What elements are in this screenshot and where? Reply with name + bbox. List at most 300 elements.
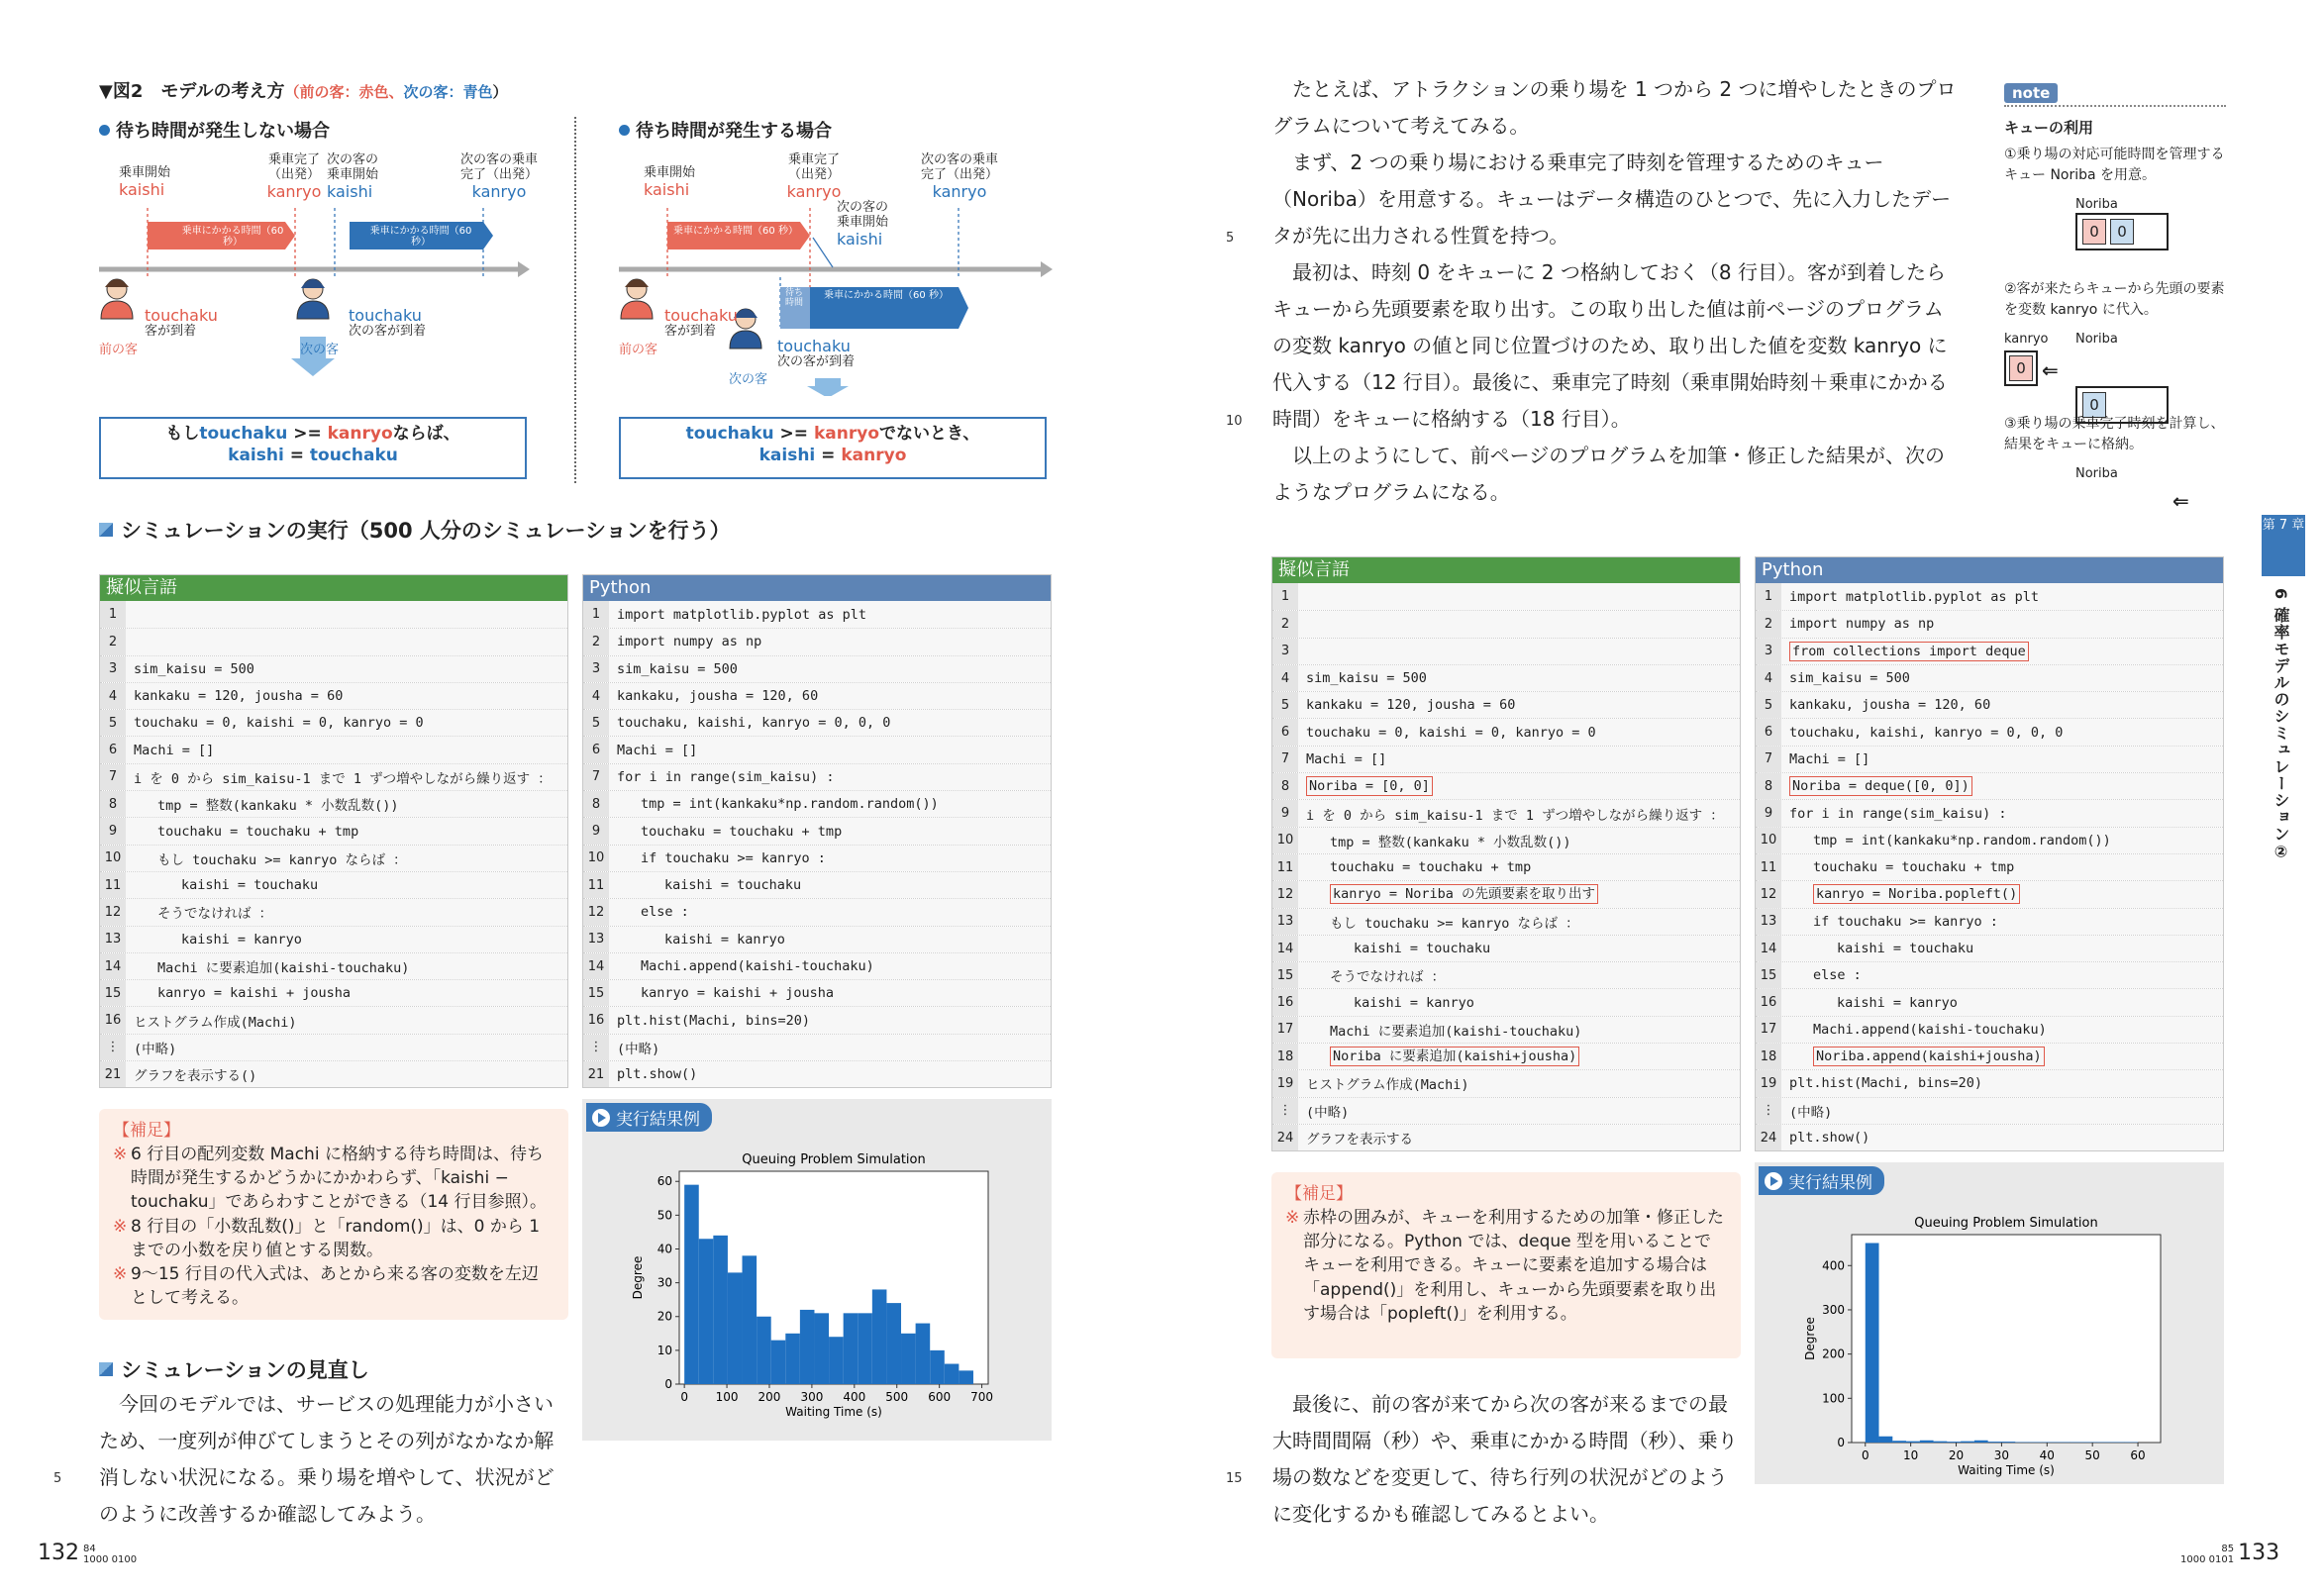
code-text: kaishi = touchaku [181,877,319,894]
code-line [1756,1097,2223,1124]
line-marker: 5 [1226,231,1235,246]
code-text: グラフを表示する [1306,1132,1413,1148]
line-number: ⋮ [583,1035,609,1060]
code-text: touchaku = touchaku + tmp [157,823,359,840]
x-tick-label: 20 [1948,1448,1965,1462]
code-line [100,790,567,817]
left-page-number: 132 84 1000 0100 [38,1541,138,1565]
line-marker: 15 [1226,1471,1243,1486]
histogram-right [1755,1195,2224,1482]
line-number: 8 [583,791,609,817]
code-text: グラフを表示する() [134,1068,257,1085]
note-step: ①乗り場の対応可能時間を管理するキュー Noriba を用意。 [2004,147,2225,183]
right-intro-paragraphs [1272,71,1960,511]
note-sidebar-header [2004,83,2226,107]
histogram-bar [1961,1442,1974,1443]
line-number: 16 [583,1007,609,1033]
code-line [1272,880,1740,907]
code-text: kaishi = touchaku [664,877,802,894]
code-text: i を 0 から sim_kaisu-1 まで 1 ずつ増やしながら繰り返す ： [1306,807,1724,824]
code-text: kaishi = touchaku [1837,941,1974,956]
pseudo-code-header: 擬似言語 [100,575,567,601]
code-line [1272,853,1740,880]
line-number: 19 [1756,1070,1781,1096]
histogram-bar [699,1239,714,1384]
x-tick-label: 700 [970,1390,994,1404]
code-text: (中略) [1789,1104,1833,1121]
code-line [100,655,567,682]
code-line [1756,1069,2223,1096]
y-tick-label: 100 [1822,1391,1845,1406]
x-tick-label: 600 [928,1390,952,1404]
line-marker: 10 [1226,414,1243,429]
plot-area [1852,1235,2161,1443]
code-text: for i in range(sim_kaisu) : [1789,805,2007,822]
line-number: 6 [100,737,126,762]
line-number: 18 [1272,1044,1298,1069]
code-text: kaishi = touchaku [1354,941,1491,956]
note-item: 6 行目の配列変数 Machi に格納する待ち時間は、待ち時間が発生するかどうかにかかわらず、「kaishi − touchaku」であらわすことができる（14 行目参照）。 [131,1145,548,1213]
code-line [1272,610,1740,637]
code-text: Noriba.append(kaishi+jousha) [1813,1047,2045,1066]
y-tick-label: 0 [664,1377,672,1391]
case1-next-kanryo-label: 次の客の乗車完了（出発） kanryo [459,152,538,201]
chapter-side-title: 6 確率モデルのシミュレーション② [2272,588,2290,862]
code-text: Machi = [] [1789,750,1870,767]
histogram-bar [829,1337,844,1384]
code-line [583,817,1051,844]
line-number: 4 [1756,665,1781,691]
line-number: 1 [1756,583,1781,610]
histogram-bar [785,1334,800,1384]
line-number: 10 [583,846,609,871]
case2-prev-label: 前の客 [619,343,658,357]
right-page-number: 85 1000 0101 133 [2180,1541,2280,1565]
pseudo-code-header: 擬似言語 [1272,557,1740,583]
histogram-bar [1906,1442,1920,1443]
x-tick-label: 0 [680,1390,688,1404]
case2-next-kaishi-label: 次の客の乗車開始 kaishi [837,200,889,249]
line-number: 12 [1272,881,1298,907]
line-number: 7 [100,764,126,790]
queue-label: Noriba [2075,332,2118,347]
line-number: 15 [583,980,609,1006]
line-number: 16 [1756,989,1781,1015]
line-number: 5 [100,710,126,736]
code-line [1272,799,1740,826]
case1-condition-box: もしtouchaku >= kanryoならば、 kaishi = touchaku [99,417,527,479]
line-number: 6 [1272,719,1298,745]
queue-label: Noriba [2075,466,2118,481]
code-text: (中略) [134,1041,177,1057]
closing-paragraph: 最後に、前の客が来てから次の客が来るまでの最大時間間隔（秒）や、乗車にかかる時間（秒）、乗り場の数などを変更して、待ち行列の状況がどのように変化するかも確認してみるとよい。 [1272,1392,1738,1526]
code-line [583,790,1051,817]
case1-prev-label: 前の客 [99,343,139,357]
code-line [100,709,567,736]
line-number: 9 [1272,800,1298,826]
case-divider [574,117,576,483]
arrow-left-icon: ⇐ [2172,489,2189,513]
note-title: 【補足】 [1285,1184,1353,1204]
code-text: kaishi = kanryo [181,931,302,948]
kanryo-variable-box: 0 [2004,350,2038,386]
line-number: 2 [100,629,126,654]
histogram-bar [1974,1441,1988,1443]
x-tick-label: 300 [800,1390,824,1404]
code-text: tmp = 整数(kankaku * 小数乱数()) [157,798,399,815]
code-line [100,871,567,898]
code-text: touchaku, kaishi, kanryo = 0, 0, 0 [617,715,891,732]
bullet-dot-icon [619,125,630,136]
code-text: Machi に要素追加(kaishi-touchaku) [1330,1023,1582,1040]
code-text: そうでなければ ： [157,906,273,923]
line-number: 13 [583,927,609,952]
code-line [1272,908,1740,935]
code-text: Noriba = deque([0, 0]) [1789,776,1972,796]
queue-state-2: 0 [2075,386,2169,424]
code-line [100,898,567,925]
histogram-bar [771,1341,786,1384]
case1-bar1-label: 乗車にかかる時間（60 秒） [181,226,284,248]
line-number: 8 [1756,773,1781,799]
line-number: 19 [1272,1070,1298,1096]
code-text: ヒストグラム作成(Machi) [1306,1077,1469,1094]
code-line [1756,746,2223,772]
x-tick-label: 200 [758,1390,781,1404]
next-customer-icon [297,279,329,319]
histogram-bar [757,1317,771,1384]
case2-bar2-label: 乗車にかかる時間（60 秒） [824,290,949,301]
line-number: 1 [583,601,609,628]
line-number: 7 [1272,747,1298,772]
y-tick-label: 400 [1822,1258,1845,1273]
pseudo-code-right [1271,556,1741,1151]
code-text: i を 0 から sim_kaisu-1 まで 1 ずつ増やしながら繰り返す ： [134,770,552,787]
line-number: 4 [583,683,609,709]
code-text: Machi.append(kaishi-touchaku) [641,958,874,974]
code-line [1272,638,1740,664]
code-text: for i in range(sim_kaisu) : [617,768,835,785]
code-line [100,979,567,1006]
line-number: 3 [1756,639,1781,664]
case2-prev-arrival: touchaku 客が到着 [664,306,738,339]
play-icon [592,1109,610,1127]
line-number: 11 [100,872,126,898]
code-text: もし touchaku >= kanryo ならば ： [157,851,407,868]
histogram-bar [1866,1243,1879,1443]
code-line [1272,772,1740,799]
case2-kaishi-label: 乗車開始 kaishi [644,165,696,199]
note-heading: キューの利用 [2004,119,2094,137]
histogram-bar [728,1272,743,1384]
code-text: plt.show() [617,1066,698,1083]
line-number: ⋮ [1272,1098,1298,1124]
x-axis-label: Waiting Time (s) [1958,1463,2055,1477]
code-text: sim_kaisu = 500 [1789,670,1910,687]
code-line [1756,691,2223,718]
case2-next-arrival: touchaku 次の客が到着 [777,337,856,369]
y-tick-label: 300 [1822,1302,1845,1317]
histogram-bar [858,1313,872,1384]
code-text: touchaku = 0, kaishi = 0, kanryo = 0 [134,715,424,732]
timeline-arrowhead-icon [518,261,530,277]
histogram-bar [814,1313,829,1384]
code-text: kaishi = kanryo [1354,994,1474,1011]
histogram-bar [800,1310,815,1384]
y-tick-label: 10 [656,1343,672,1357]
histogram-bar [916,1324,931,1384]
line-number: 5 [583,710,609,736]
play-icon [1765,1172,1782,1190]
line-number: 14 [1272,936,1298,961]
x-axis-label: Waiting Time (s) [785,1405,882,1419]
python-code-header: Python [583,575,1051,601]
code-line [1272,1016,1740,1043]
left-note-box: 【補足】 ※ 6 行目の配列変数 Machi に格納する待ち時間は、待ち時間が発生するかどうかにかかわらず、「kaishi − touchaku」であらわすことができる（14 行目参照）。 ※ 8 行目の「小数乱数()」と「random()」は、0 から 1 までの小数を戻り値とする関数。 ※ 9〜15 行目の代入式は、あとから来る客の変数を左辺として考える。 [99,1109,568,1320]
code-text: Machi に要素追加(kaishi-touchaku) [157,960,410,976]
code-text: import numpy as np [617,634,762,650]
code-text: touchaku = touchaku + tmp [1813,859,2015,876]
case1-next-label: 次の客 [300,343,340,357]
line-number: 9 [583,818,609,844]
code-line [1756,583,2223,610]
paragraph: 最初は、時刻 0 をキューに 2 つ格納しておく（8 行目）。客が到着したらキューから先頭要素を取り出す。この取り出した値は前ページのプログラムの変数 kanryo の値と同じ位置づけのため、取り出した値を変数 kanryo に代入する（12 行目）。最後に、乗車完了時刻（乗車開始時刻＋乗車にかかる時間）をキューに格納する（18 行目）。 [1272,260,1948,431]
code-line [1272,1097,1740,1124]
code-text: kanryo = kaishi + jousha [641,985,835,1002]
code-line [583,871,1051,898]
code-line [1272,935,1740,961]
code-line [583,736,1051,762]
line-number: 12 [1756,881,1781,907]
case1-kanryo-label: 乗車完了（出発） kanryo [266,152,322,201]
x-tick-label: 60 [2130,1448,2146,1462]
line-number: 16 [1272,989,1298,1015]
code-line [100,1034,567,1060]
python-code-header: Python [1756,557,2223,583]
line-number: 15 [1756,962,1781,988]
line-number: 17 [1756,1017,1781,1043]
note-item: 赤枠の囲みが、キューを利用するための加筆・修正した部分になる。Python では、deque 型を用いることでキューを利用できる。キューに要素を追加する場合は「append()」を利用し、キューから先頭要素を取り出す場合は「popleft()」を利用する。 [1303,1208,1724,1324]
line-number: 10 [100,846,126,871]
code-line [583,898,1051,925]
line-number: 16 [100,1007,126,1033]
line-number: 3 [100,656,126,682]
code-text: touchaku, kaishi, kanryo = 0, 0, 0 [1789,724,2064,741]
case1-next-arrival: touchaku 次の客が到着 [349,306,427,339]
code-line [583,979,1051,1006]
code-text: sim_kaisu = 500 [617,660,738,677]
code-text: sim_kaisu = 500 [134,660,254,677]
code-text: else : [641,904,689,921]
code-text: Machi = [] [1306,750,1387,767]
code-line [100,1060,567,1087]
line-number: 11 [1756,854,1781,880]
histogram-bar [1947,1442,1961,1443]
x-tick-label: 10 [1903,1448,1919,1462]
code-text: (中略) [1306,1104,1350,1121]
line-number: 6 [583,737,609,762]
code-line [1756,1124,2223,1150]
line-number: ⋮ [1756,1098,1781,1124]
code-line [1756,1016,2223,1043]
code-text: もし touchaku >= kanryo ならば ： [1330,915,1579,932]
simulation-section-title: シミュレーションの実行（500 人分のシミュレーションを行う） [99,515,731,545]
code-line [1756,610,2223,637]
timeline-arrowhead-icon [1041,261,1053,277]
histogram-bar [743,1255,758,1384]
histogram-bar [713,1236,728,1384]
x-tick-label: 40 [2039,1448,2055,1462]
code-line [583,682,1051,709]
code-text: from collections import deque [1789,642,2029,661]
line-number: 4 [100,683,126,709]
x-tick-label: 100 [715,1390,739,1404]
histogram-bar [1934,1442,1948,1443]
variable-label: kanryo [2004,332,2049,347]
arrow-left-icon: ⇐ [2042,358,2059,382]
code-line [1756,1043,2223,1069]
histogram-bar [1988,1442,2002,1443]
line-number: 12 [100,899,126,925]
line-number: 24 [1272,1125,1298,1150]
result-label: 実行結果例 [1759,1166,1884,1195]
case1-next-kaishi-label: 次の客の乗車開始 kaishi [327,152,379,201]
line-number: 15 [1272,962,1298,988]
case1-kaishi-label: 乗車開始 kaishi [119,165,171,199]
line-number: 3 [1272,639,1298,664]
code-line [1272,691,1740,718]
code-text: else : [1813,967,1862,984]
histogram-bar [945,1364,960,1384]
code-line [583,628,1051,654]
code-line [1272,664,1740,691]
code-text: Noriba に要素追加(kaishi+jousha) [1330,1047,1579,1066]
histogram-bar [844,1313,858,1384]
code-line [100,601,567,628]
code-text: import matplotlib.pyplot as plt [1789,588,2039,605]
code-line [1756,718,2223,745]
line-number: 14 [100,953,126,979]
code-text: Machi.append(kaishi-touchaku) [1813,1021,2047,1038]
code-text: tmp = int(kankaku*np.random.random()) [641,796,939,813]
histogram-bar [1879,1437,1893,1443]
line-number: 24 [1756,1125,1781,1150]
code-text: kankaku = 120, jousha = 60 [134,688,344,705]
paragraph: 以上のようにして、前ページのプログラムを加筆・修正した結果が、次のようなプログラムになる。 [1272,444,1945,504]
case1-title: 待ち時間が発生しない場合 [99,117,330,143]
line-number: 8 [1272,773,1298,799]
y-tick-label: 40 [656,1242,672,1256]
y-axis-label: Degree [1803,1317,1817,1360]
y-axis-label: Degree [631,1255,645,1300]
line-number: 17 [1272,1017,1298,1043]
line-number: 7 [1756,747,1781,772]
queue-state-1: 0 0 [2075,213,2169,250]
line-marker: 5 [53,1471,62,1486]
note-tag: note [2004,83,2058,103]
queue-label: Noriba [2075,197,2118,212]
histogram-bar [930,1350,945,1384]
code-line [1756,880,2223,907]
chapter-tab: 第 7 章 [2262,515,2305,576]
line-number: 6 [1756,719,1781,745]
histogram-bar [1920,1441,1934,1443]
section-marker-icon [99,523,113,537]
code-line [100,736,567,762]
code-line [100,817,567,844]
pseudo-code-left [99,574,568,1088]
histogram-bar [901,1334,916,1384]
right-note-box: 【補足】 ※ 赤枠の囲みが、キューを利用するための加筆・修正した部分になる。Python では、deque 型を用いることでキューを利用できる。キューに要素を追加する場合は「append()」を利用し、キューから先頭要素を取り出す場合は「popleft()」を利用する。 [1271,1172,1741,1358]
code-text: import matplotlib.pyplot as plt [617,606,866,623]
y-tick-label: 20 [656,1309,672,1324]
code-line [583,952,1051,979]
y-tick-label: 0 [1837,1436,1845,1449]
case2-next-kanryo-label: 次の客の乗車完了（出発） kanryo [920,152,998,201]
code-text: kankaku, jousha = 120, 60 [617,688,819,705]
code-text: touchaku = touchaku + tmp [1330,859,1532,876]
paragraph: まず、2 つの乗り場における乗車完了時刻を管理するためのキュー（Noriba）を用意する。キューはデータ構造のひとつで、先に入力したデータが先に出力される性質を持つ。 [1272,150,1952,248]
bullet-dot-icon [99,125,110,136]
code-text: Machi = [] [617,742,698,758]
code-line [1756,772,2223,799]
code-line [1272,583,1740,610]
line-number: 4 [1272,665,1298,691]
x-tick-label: 500 [885,1390,909,1404]
code-line [1272,1043,1740,1069]
case2-title: 待ち時間が発生する場合 [619,117,832,143]
chart-title: Queuing Problem Simulation [742,1152,926,1167]
code-text: そうでなければ ： [1330,969,1446,986]
note-title: 【補足】 [113,1121,180,1141]
code-line [1756,799,2223,826]
line-number: 13 [1756,909,1781,935]
line-number: 15 [100,980,126,1006]
code-text: touchaku = 0, kaishi = 0, kanryo = 0 [1306,724,1596,741]
case2-condition-box: touchaku >= kanryoでないとき、 kaishi = kanryo [619,417,1047,479]
code-text: Noriba = [0, 0] [1306,776,1433,796]
code-line [1272,827,1740,853]
code-line [100,628,567,654]
code-line [1756,988,2223,1015]
line-number: 13 [100,927,126,952]
y-tick-label: 200 [1822,1347,1845,1361]
line-number: 8 [100,791,126,817]
code-text: kanryo = Noriba の先頭要素を取り出す [1330,884,1598,904]
code-text: (中略) [617,1041,660,1057]
code-text: sim_kaisu = 500 [1306,670,1427,687]
code-line [583,1060,1051,1087]
code-line [1272,718,1740,745]
code-line [583,1034,1051,1060]
code-text: if touchaku >= kanryo : [1813,913,1998,930]
code-line [1756,827,2223,853]
code-text: ヒストグラム作成(Machi) [134,1014,297,1031]
code-text: kankaku = 120, jousha = 60 [1306,697,1516,714]
code-text: kanryo = Noriba.popleft() [1813,884,2020,904]
code-line [100,845,567,871]
y-tick-label: 50 [656,1208,672,1223]
line-number: 14 [583,953,609,979]
code-text: kanryo = kaishi + jousha [157,985,352,1002]
code-text: Machi = [] [134,742,215,758]
y-tick-label: 30 [656,1275,672,1290]
code-line [1272,1069,1740,1096]
line-number: 3 [583,656,609,682]
code-line [1272,961,1740,988]
note-step: ③乗り場の乗車完了時刻を計算し、結果をキューに格納。 [2004,416,2225,452]
histogram-bar [886,1303,901,1384]
